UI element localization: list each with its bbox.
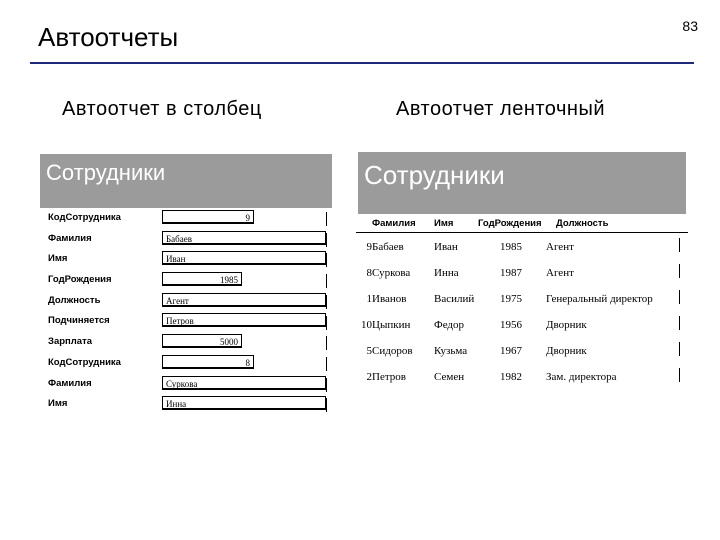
row-divider [679, 290, 680, 304]
column-report-row [44, 353, 334, 374]
cell-id: 5 [366, 345, 372, 357]
column-report-row [44, 374, 334, 395]
column-report-row [44, 249, 334, 270]
column-header-position: Должность [556, 218, 609, 229]
row-divider [326, 336, 327, 350]
cell-id: 9 [366, 241, 372, 253]
field-label: Имя [48, 253, 68, 265]
cell-position: Дворник [546, 345, 587, 357]
cell-name: Кузьма [434, 345, 468, 357]
row-divider [326, 212, 327, 226]
cell-id: 1 [366, 293, 372, 305]
field-label: КодСотрудника [48, 356, 121, 368]
column-report-row [44, 332, 334, 353]
left-report-header [40, 154, 332, 208]
cell-year: 1967 [500, 345, 522, 357]
field-label: Подчиняется [48, 315, 110, 327]
cell-surname: Петров [372, 371, 406, 383]
cell-position: Агент [546, 241, 574, 253]
field-label: КодСотрудника [48, 212, 121, 223]
column-report-row [44, 270, 334, 291]
field-value: Иван [162, 251, 326, 265]
table-row [356, 337, 688, 363]
cell-name: Семен [434, 371, 465, 383]
row-divider [679, 238, 680, 252]
field-value: 1985 [162, 272, 242, 286]
field-label: Зарплата [48, 336, 93, 348]
column-report-row [44, 311, 334, 332]
row-divider [326, 233, 327, 247]
field-value: Агент [162, 293, 326, 307]
column-report-row [44, 394, 334, 415]
row-divider [679, 316, 680, 330]
cell-surname: Иванов [372, 293, 407, 305]
cell-year: 1982 [500, 371, 522, 383]
cell-name: Инна [434, 267, 459, 279]
cell-position: Дворник [546, 319, 587, 331]
field-label: Фамилия [48, 232, 92, 244]
field-value: 8 [162, 355, 254, 369]
column-header-year: ГодРождения [478, 218, 542, 229]
row-divider [679, 264, 680, 278]
row-divider [326, 295, 327, 309]
field-value: Петров [162, 313, 326, 327]
table-row [356, 311, 688, 337]
cell-id: 8 [366, 267, 372, 279]
cell-year: 1975 [500, 293, 522, 305]
cell-name: Иван [434, 241, 458, 253]
cell-name: Василий [434, 293, 475, 305]
tabular-header [356, 214, 688, 233]
table-row [356, 259, 688, 285]
cell-id: 10 [361, 319, 372, 331]
cell-year: 1987 [500, 267, 522, 279]
column-report-row [44, 229, 334, 250]
tabular-report [356, 214, 688, 389]
cell-year: 1985 [500, 241, 522, 253]
row-divider [326, 398, 327, 412]
row-divider [326, 316, 327, 330]
column-header-name: Имя [434, 218, 454, 229]
field-label: Фамилия [48, 377, 92, 389]
column-report-row [44, 208, 334, 229]
cell-name: Федор [434, 319, 465, 331]
field-label: Должность [48, 294, 101, 306]
table-row [356, 233, 688, 259]
table-row [356, 363, 688, 389]
cell-surname: Суркова [372, 267, 411, 279]
field-value: 5000 [162, 334, 242, 348]
right-report-header-text: Сотрудники [364, 160, 505, 190]
cell-surname: Сидоров [372, 345, 413, 357]
title-rule [30, 62, 694, 64]
table-row [356, 285, 688, 311]
column-report-row [44, 291, 334, 312]
right-subtitle: Автоотчет ленточный [396, 98, 605, 120]
page-number: 83 [682, 18, 698, 34]
cell-id: 2 [366, 371, 372, 383]
row-divider [326, 378, 327, 392]
row-divider [326, 253, 327, 267]
row-divider [326, 357, 327, 371]
field-value: Бабаев [162, 231, 326, 245]
field-value: Суркова [162, 376, 326, 390]
cell-surname: Цыпкин [372, 319, 411, 331]
slide-title: Автоотчеты [38, 22, 179, 52]
left-subtitle: Автоотчет в столбец [62, 98, 262, 120]
row-divider [326, 274, 327, 288]
row-divider [679, 368, 680, 382]
field-label: Имя [48, 398, 68, 410]
cell-position: Генеральный директор [546, 293, 653, 305]
field-value: Инна [162, 396, 326, 410]
right-report-header [358, 152, 686, 214]
cell-position: Агент [546, 267, 574, 279]
cell-position: Зам. директора [546, 371, 617, 383]
field-label: ГодРождения [48, 274, 112, 286]
field-value: 9 [162, 210, 254, 224]
cell-year: 1956 [500, 319, 522, 331]
column-header-surname: Фамилия [372, 218, 416, 229]
left-report-header-text: Сотрудники [46, 160, 166, 185]
column-report [44, 208, 334, 415]
row-divider [679, 342, 680, 356]
cell-surname: Бабаев [372, 241, 404, 253]
